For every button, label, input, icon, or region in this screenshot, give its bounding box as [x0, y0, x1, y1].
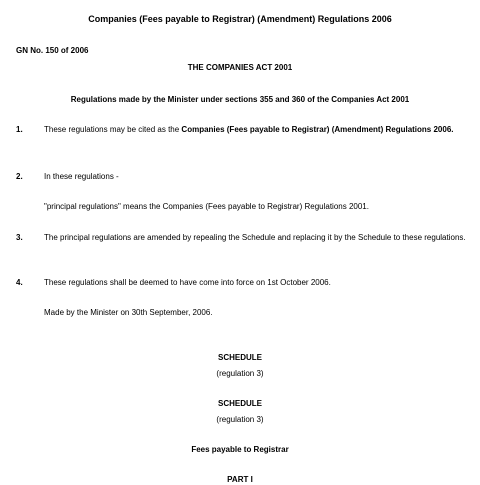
section-number: 1. [16, 125, 23, 134]
schedule-regulation-ref: (regulation 3) [216, 369, 264, 378]
schedule-regulation-ref: (regulation 3) [216, 415, 264, 424]
section-text [44, 124, 466, 135]
schedule-heading: SCHEDULE [217, 353, 262, 362]
citation-title: Companies (Fees payable to Registrar) (Amendment) Regulations 2006. [181, 125, 454, 134]
act-heading: THE COMPANIES ACT 2001 [187, 63, 293, 72]
section-number: 3. [16, 233, 23, 242]
fees-heading: Fees payable to Registrar [191, 445, 289, 454]
section-text: In these regulations - [44, 172, 119, 181]
part-heading: PART I [227, 475, 253, 484]
section-number: 4. [16, 278, 23, 287]
made-by-line: Made by the Minister on 30th September, 2006. [44, 308, 213, 317]
section-number: 2. [16, 172, 23, 181]
document-title: Companies (Fees payable to Registrar) (Amendment) Regulations 2006 [88, 14, 392, 24]
preamble: Regulations made by the Minister under sections 355 and 360 of the Companies Act 2001 [70, 95, 410, 104]
gn-number: GN No. 150 of 2006 [16, 46, 89, 55]
section-text-plain: These regulations may be cited as the [44, 125, 182, 134]
schedule-heading: SCHEDULE [217, 399, 262, 408]
section-text: The principal regulations are amended by repealing the Schedule and replacing it by the Schedule to these regulations. [44, 233, 466, 242]
definition-text: "principal regulations" means the Companies (Fees payable to Registrar) Regulations 2001. [44, 202, 369, 211]
section-text: These regulations shall be deemed to have come into force on 1st October 2006. [44, 278, 331, 287]
